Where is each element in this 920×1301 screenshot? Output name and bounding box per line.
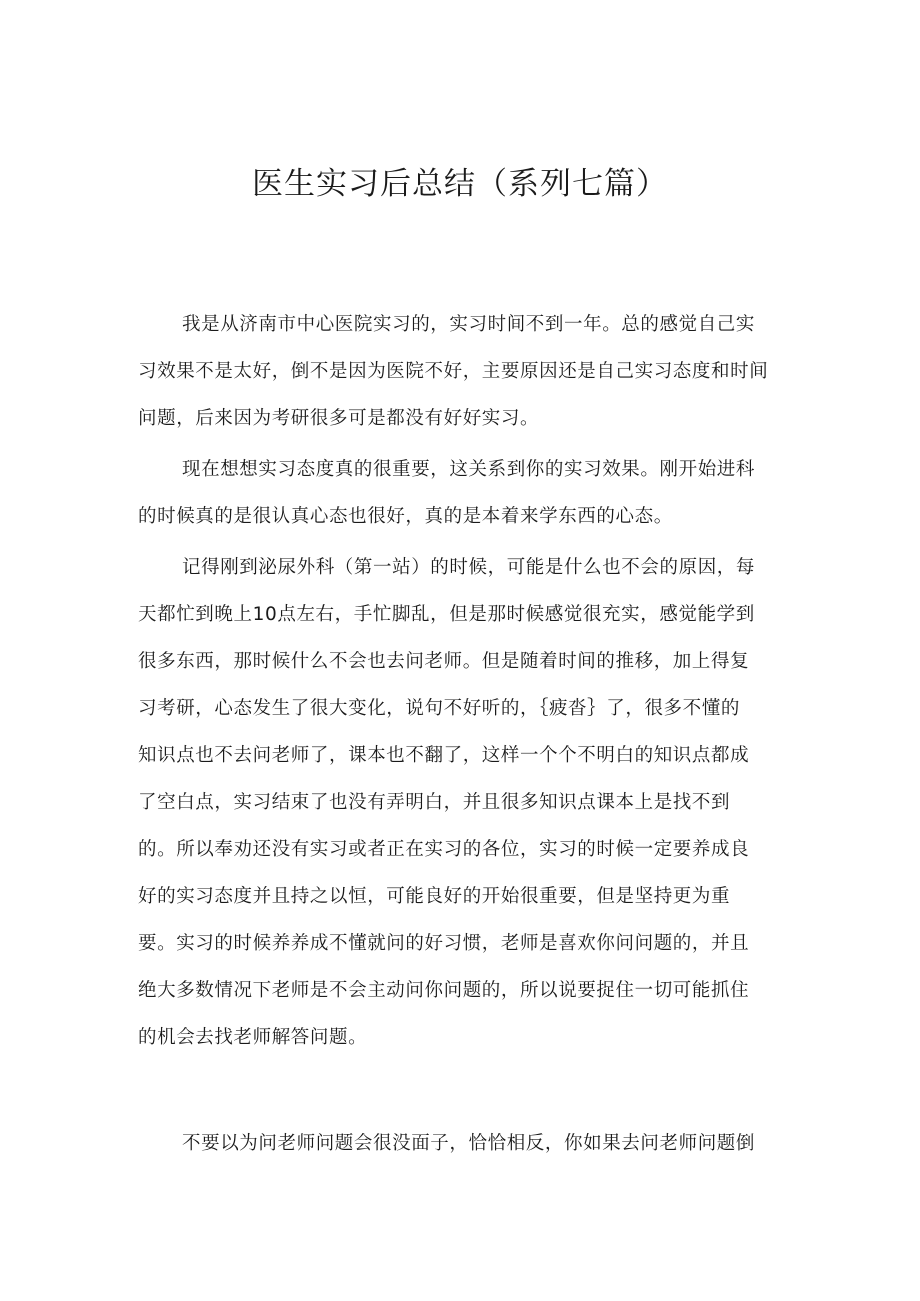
paragraph-4-line-1: 不要以为问老师问题会很没面子，恰恰相反，你如果去问老师问题倒 xyxy=(182,1133,756,1154)
paragraph-3-line-1: 记得刚到泌尿外科（第一站）的时候，可能是什么也不会的原因，每 xyxy=(182,557,756,578)
paragraph-3-line-3: 很多东西，那时候什么不会也去问老师。但是随着时间的推移，加上得复 xyxy=(138,651,750,672)
paragraph-1-line-2: 习效果不是太好，倒不是因为医院不好，主要原因还是自己实习态度和时间 xyxy=(138,361,769,382)
paragraph-3-line-4: 习考研，心态发生了很大变化，说句不好听的，｛疲沓｝了，很多不懂的 xyxy=(138,698,740,719)
paragraph-2-line-1: 现在想想实习态度真的很重要，这关系到你的实习效果。刚开始进科 xyxy=(182,459,756,480)
paragraph-1-line-3: 问题，后来因为考研很多可是都没有好好实习。 xyxy=(138,408,540,429)
paragraph-3-line-6: 了空白点，实习结束了也没有弄明白，并且很多知识点课本上是找不到 xyxy=(138,792,731,813)
paragraph-3-line-7: 的。所以奉劝还没有实习或者正在实习的各位，实习的时候一定要养成良 xyxy=(138,839,750,860)
paragraph-3-line-8: 好的实习态度并且持之以恒，可能良好的开始很重要，但是坚持更为重 xyxy=(138,886,731,907)
paragraph-3-line-2: 天都忙到晚上10点左右，手忙脚乱，但是那时候感觉很充实，感觉能学到 xyxy=(138,604,755,625)
paragraph-3-line-11: 的机会去找老师解答问题。 xyxy=(138,1027,368,1048)
paragraph-1-line-1: 我是从济南市中心医院实习的，实习时间不到一年。总的感觉自己实 xyxy=(182,314,756,335)
paragraph-3-line-9: 要。实习的时候养养成不懂就问的好习惯，老师是喜欢你问问题的，并且 xyxy=(138,933,750,954)
paragraph-3-line-5: 知识点也不去问老师了，课本也不翻了，这样一个个不明白的知识点都成 xyxy=(138,745,750,766)
paragraph-2-line-2: 的时候真的是很认真心态也很好，真的是本着来学东西的心态。 xyxy=(138,506,673,527)
document-title: 医生实习后总结（系列七篇） xyxy=(252,166,668,202)
paragraph-3-line-10: 绝大多数情况下老师是不会主动问你问题的，所以说要捉住一切可能抓住 xyxy=(138,980,750,1001)
